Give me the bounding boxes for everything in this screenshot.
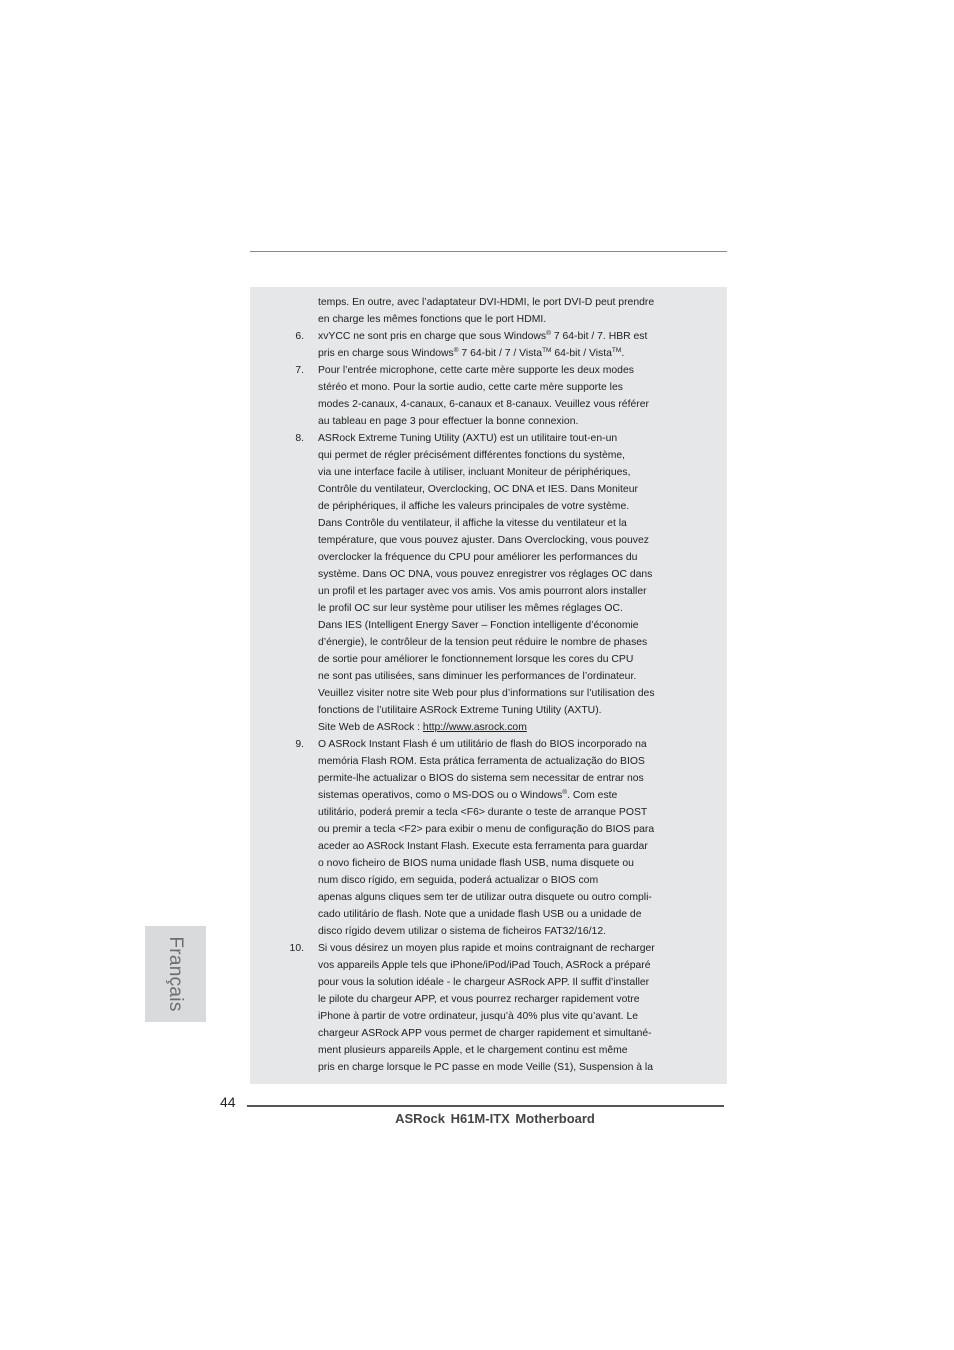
text-line: en charge les mêmes fonctions que le port HDMI. <box>318 314 547 325</box>
text-line: apenas alguns cliques sem ter de utilizar outra disquete ou outro compli- <box>318 892 652 903</box>
text-line: d’énergie), le contrôleur de la tension peut réduire le nombre de phases <box>318 637 648 648</box>
text-line <box>318 787 727 804</box>
text-line: chargeur ASRock APP vous permet de charger rapidement et simultané- <box>318 1028 652 1039</box>
text-line: vos appareils Apple tels que iPhone/iPod/iPad Touch, ASRock a préparé <box>318 960 651 971</box>
trademark-mark: TM <box>611 347 622 354</box>
text-line <box>318 345 727 362</box>
list-item-10 <box>250 940 727 1076</box>
text-run: . <box>621 348 625 359</box>
header-rule <box>250 251 727 252</box>
text-line: le pilote du chargeur APP, et vous pourrez recharger rapidement votre <box>318 994 640 1005</box>
text-run: 64-bit / Vista <box>551 348 612 359</box>
text-line: pris en charge lorsque le PC passe en mode Veille (S1), Suspension à la <box>318 1062 654 1073</box>
language-label: Français <box>165 936 186 1012</box>
text-line: permite-lhe actualizar o BIOS do sistema sem necessitar de entrar nos <box>318 773 644 784</box>
registered-mark: ® <box>562 789 568 796</box>
website-link[interactable]: http://www.asrock.com <box>422 722 527 733</box>
text-line: Dans Contrôle du ventilateur, il affiche la vitesse du ventilateur et la <box>318 518 627 529</box>
text-line <box>318 328 727 345</box>
item-number: 7. <box>295 365 304 376</box>
text-run: xvYCC ne sont pris en charge que sous Windows <box>318 331 547 342</box>
text-line: Dans IES (Intelligent Energy Saver – Fonction intelligente d’économie <box>318 620 639 631</box>
text-line: au tableau en page 3 pour effectuer la bonne connexion. <box>318 416 579 427</box>
text-line: qui permet de régler précisément différentes fonctions du système, <box>318 450 626 461</box>
list <box>250 294 727 1076</box>
text-line: un profil et les partager avec vos amis. Vos amis pourront alors installer <box>318 586 647 597</box>
registered-mark: ® <box>546 330 551 337</box>
trademark-mark: TM <box>542 347 552 354</box>
text-line: de sortie pour améliorer le fonctionnement lorsque les cores du CPU <box>318 654 634 665</box>
item-number: 10. <box>289 943 304 954</box>
text-line: pour vous la solution idéale - le chargeur ASRock APP. Il suffit d’installer <box>318 977 650 988</box>
text-line: système. Dans OC DNA, vous pouvez enregistrer vos réglages OC dans <box>318 569 653 580</box>
footer-title: ASRock H61M-ITX Motherboard <box>395 1111 595 1126</box>
text-line: ment plusieurs appareils Apple, et le chargement continu est même <box>318 1045 628 1056</box>
text-line: temps. En outre, avec l’adaptateur DVI-HDMI, le port DVI-D peut prendre <box>318 297 655 308</box>
footer-rule <box>247 1105 724 1107</box>
item-number: 6. <box>295 331 304 342</box>
text-line: ne sont pas utilisées, sans diminuer les performances de l’ordinateur. <box>318 671 637 682</box>
list-item-6 <box>250 328 727 362</box>
text-line: overclocker la fréquence du CPU pour améliorer les performances du <box>318 552 638 563</box>
page-number: 44 <box>220 1094 236 1110</box>
text-line: de périphériques, il affiche les valeurs principales de votre système. <box>318 501 630 512</box>
text-line: aceder ao ASRock Instant Flash. Execute esta ferramenta para guardar <box>318 841 648 852</box>
list-item-8 <box>250 430 727 736</box>
text-line: stéréo et mono. Pour la sortie audio, cette carte mère supporte les <box>318 382 623 393</box>
text-line: iPhone à partir de votre ordinateur, jusqu’à 40% plus vite qu’avant. Le <box>318 1011 639 1022</box>
language-tab <box>145 926 206 1022</box>
text-line: modes 2-canaux, 4-canaux, 6-canaux et 8-canaux. Veuillez vous référer <box>318 399 649 410</box>
text-run: 7 64-bit / 7 / Vista <box>458 348 543 359</box>
text-line: ou premir a tecla <F2> para exibir o menu de configuração do BIOS para <box>318 824 655 835</box>
text-line: Veuillez visiter notre site Web pour plus d’informations sur l’utilisation des <box>318 688 655 699</box>
text-line: utilitário, poderá premir a tecla <F6> durante o teste de arranque POST <box>318 807 648 818</box>
text-run: sistemas operativos, como o MS-DOS ou o Windows <box>318 790 563 801</box>
text-line: température, que vous pouvez ajuster. Dans Overclocking, vous pouvez <box>318 535 649 546</box>
text-line: Contrôle du ventilateur, Overclocking, OC DNA et IES. Dans Moniteur <box>318 484 638 495</box>
text-line: memória Flash ROM. Esta prática ferramenta de actualização do BIOS <box>318 756 645 767</box>
content-box <box>250 287 727 1084</box>
text-line <box>318 719 727 736</box>
text-line: fonctions de l’utilitaire ASRock Extreme Tuning Utility (AXTU). <box>318 705 602 716</box>
website-label: Site Web de ASRock : <box>318 722 423 733</box>
item-number: 8. <box>295 433 304 444</box>
item-number: 9. <box>295 739 304 750</box>
list-item-9 <box>250 736 727 940</box>
text-line: num disco rígido, em seguida, poderá actualizar o BIOS com <box>318 875 599 886</box>
list-item-7 <box>250 362 727 430</box>
text-line: le profil OC sur leur système pour utiliser les mêmes réglages OC. <box>318 603 623 614</box>
text-line: o novo ficheiro de BIOS numa unidade flash USB, numa disquete ou <box>318 858 634 869</box>
text-line: O ASRock Instant Flash é um utilitário de flash do BIOS incorporado na <box>318 739 647 750</box>
text-run: 7 64-bit / 7. HBR est <box>550 331 648 342</box>
text-line: disco rígido devem utilizar o sistema de ficheiros FAT32/16/12. <box>318 926 606 937</box>
intro-continuation <box>250 294 727 328</box>
text-run: . Com este <box>567 790 618 801</box>
text-run: pris en charge sous Windows <box>318 348 454 359</box>
registered-mark: ® <box>453 347 459 354</box>
text-line: cado utilitário de flash. Note que a unidade flash USB ou a unidade de <box>318 909 642 920</box>
text-line: Pour l’entrée microphone, cette carte mère supporte les deux modes <box>318 365 634 376</box>
text-line: via une interface facile à utiliser, incluant Moniteur de périphériques, <box>318 467 631 478</box>
text-line: Si vous désirez un moyen plus rapide et moins contraignant de recharger <box>318 943 655 954</box>
text-line: ASRock Extreme Tuning Utility (AXTU) est un utilitaire tout-en-un <box>318 433 618 444</box>
